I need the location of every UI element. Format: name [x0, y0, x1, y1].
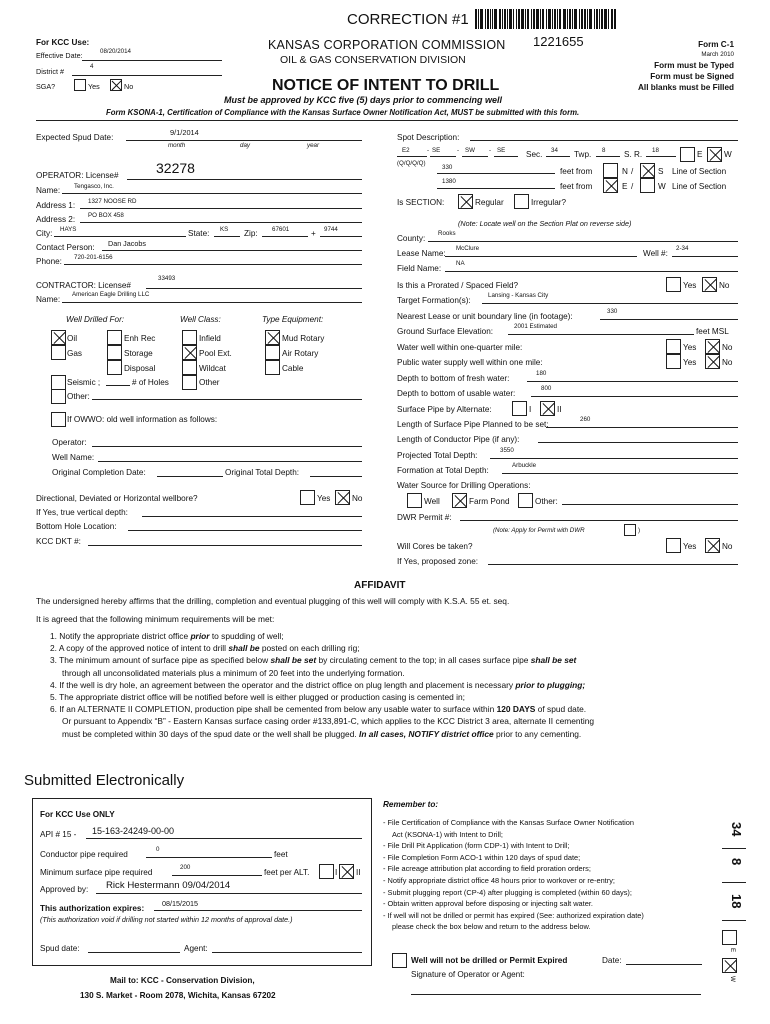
- prorated-yes-checkbox[interactable]: [666, 277, 681, 292]
- remember-item: - File Certification of Compliance with the Kansas Surface Owner Notification: [383, 818, 634, 827]
- address1-value: 1327 NOOSE RD: [88, 198, 137, 205]
- min-surface-value: 200: [180, 864, 191, 871]
- contact-value: Dan Jacobs: [108, 239, 146, 248]
- storage-checkbox[interactable]: [107, 345, 122, 360]
- remember-list: [383, 817, 644, 933]
- water-qtr-yes-label: Yes: [683, 343, 697, 352]
- dwr-checkbox[interactable]: [624, 524, 636, 536]
- state-value: KS: [220, 226, 229, 233]
- month-caption: month: [168, 142, 186, 149]
- address1-label: Address 1:: [36, 201, 76, 210]
- gas-checkbox[interactable]: [51, 345, 66, 360]
- orig-depth-label: Original Total Depth:: [225, 468, 300, 477]
- kcc-dkt-label: KCC DKT #:: [36, 537, 81, 546]
- requirement-4: 4. If the well is dry hole, an agreement between the operator and the district office on plug length and placement is necessary prior to plugging;: [50, 679, 586, 690]
- correction-title: CORRECTION #1: [347, 11, 469, 28]
- alternate-label: Surface Pipe by Alternate:: [397, 405, 492, 414]
- infield-label: Infield: [199, 334, 221, 343]
- spot-q2: SE: [432, 147, 441, 154]
- water-other-checkbox[interactable]: [518, 493, 533, 508]
- target-formation-value: Lansing - Kansas City: [488, 292, 549, 299]
- contractor-license-value: 33493: [158, 275, 176, 282]
- feet-from-2: feet from: [560, 182, 593, 191]
- page-title: NOTICE OF INTENT TO DRILL: [272, 77, 500, 94]
- affidavit-agreed: It is agreed that the following minimum requirements will be met:: [36, 614, 275, 624]
- mud-rotary-checkbox[interactable]: [265, 330, 280, 345]
- contractor-name-value: American Eagle Drilling LLC: [72, 291, 150, 298]
- mud-rotary-label: Mud Rotary: [282, 334, 325, 343]
- ksona-note: Form KSONA-1, Certification of Compliance with the Kansas Surface Owner Notification Act, MUST be submitted with this form.: [106, 108, 580, 117]
- requirement-3-cont: through all unconsolidated materials plus a minimum of 20 feet into the underlying formation.: [62, 667, 405, 678]
- owwo-checkbox[interactable]: [51, 412, 66, 427]
- nearest-boundary-label: Nearest Lease or unit boundary line (in footage):: [397, 312, 573, 321]
- city-label: City:: [36, 229, 53, 238]
- not-drilled-date-label: Date:: [602, 956, 622, 965]
- elevation-value: 2001 Estimated: [514, 323, 557, 330]
- for-kcc-use-label: For KCC Use:: [36, 38, 90, 47]
- sga-yes-checkbox[interactable]: [74, 79, 86, 91]
- water-qtr-no-label: No: [722, 343, 733, 352]
- side-e-checkbox[interactable]: [722, 930, 737, 945]
- prorated-no-checkbox[interactable]: [702, 277, 717, 292]
- air-rotary-checkbox[interactable]: [265, 345, 280, 360]
- prorated-label: Is this a Prorated / Spaced Field?: [397, 281, 519, 290]
- state-label: State:: [188, 229, 210, 238]
- approval-note: Must be approved by KCC five (5) days prior to commencing well: [224, 95, 503, 105]
- range-e-label: E: [697, 150, 703, 159]
- cable-label: Cable: [282, 364, 304, 373]
- kcc-alt-ii-checkbox[interactable]: [339, 864, 354, 879]
- sga-label: SGA?: [36, 82, 56, 91]
- prorated-yes-label: Yes: [683, 281, 697, 290]
- city-value: HAYS: [60, 226, 77, 233]
- range-w-checkbox[interactable]: [707, 147, 722, 162]
- expires-value: 08/15/2015: [162, 899, 198, 908]
- barcode: [475, 9, 655, 29]
- approved-by-label: Approved by:: [40, 885, 89, 894]
- requirement-2: 2. A copy of the approved notice of intent to drill shall be posted on each drilling rig;: [50, 643, 360, 654]
- prorated-no-label: No: [719, 281, 730, 290]
- side-township: 8: [729, 858, 744, 866]
- county-value: Rooks: [438, 230, 456, 237]
- cores-yes-checkbox[interactable]: [666, 538, 681, 553]
- owwo-label: If OWWO: old well information as follows:: [67, 415, 218, 424]
- range-e-checkbox[interactable]: [680, 147, 695, 162]
- mail-to-line1: Mail to: KCC - Conservation Division,: [110, 976, 255, 985]
- side-e-label: E: [729, 948, 736, 953]
- well-number-label: Well #:: [643, 249, 668, 258]
- not-drilled-label: Well will not be drilled or Permit Expired: [411, 956, 568, 965]
- well-class-heading: Well Class:: [180, 315, 221, 324]
- public-yes-label: Yes: [683, 358, 697, 367]
- kcc-alt-i-checkbox[interactable]: [319, 864, 334, 879]
- api-value: 15-163-24249-00-00: [92, 826, 175, 836]
- drilled-for-heading: Well Drilled For:: [66, 315, 125, 324]
- water-source-label: Water Source for Drilling Operations:: [397, 481, 531, 490]
- w-label: W: [658, 182, 666, 191]
- line-of-section-2: Line of Section: [672, 182, 727, 191]
- range-value: 18: [652, 147, 659, 154]
- water-well-checkbox[interactable]: [407, 493, 422, 508]
- elevation-label: Ground Surface Elevation:: [397, 327, 494, 336]
- alt-ii-label: II: [557, 405, 562, 414]
- sga-no-checkbox[interactable]: [110, 79, 122, 91]
- requirement-5: 5. The appropriate district office will be notified before well is either plugged or production casing is cemented in;: [50, 692, 465, 703]
- lease-name-value: McClure: [456, 245, 480, 252]
- other-drilled-checkbox[interactable]: [51, 389, 66, 404]
- phone-label: Phone:: [36, 257, 62, 266]
- district-value: 4: [90, 63, 94, 70]
- contractor-name-label: Name:: [36, 295, 61, 304]
- formation-depth-value: Arbuckle: [512, 462, 537, 469]
- feet-from-1: feet from: [560, 167, 593, 176]
- feet1-value: 330: [442, 164, 453, 171]
- field-name-label: Field Name:: [397, 264, 442, 273]
- form-signed-note: Form must be Signed: [650, 72, 734, 81]
- phone-value: 720-201-6156: [74, 254, 113, 261]
- signature-label: Signature of Operator or Agent:: [411, 970, 525, 979]
- void-note: (This authorization void if drilling not started within 12 months of approval date.): [40, 915, 293, 924]
- public-no-label: No: [722, 358, 733, 367]
- not-drilled-checkbox[interactable]: [392, 953, 407, 968]
- spot-q4: SE: [497, 147, 506, 154]
- requirement-6: 6. If an ALTERNATE II COMPLETION, production pipe shall be cemented from below any usable water to surface within 120 DAYS of spud date.: [50, 704, 587, 715]
- district-label: District #: [36, 67, 64, 76]
- mail-to-line2: 130 S. Market - Room 2078, Wichita, Kansas 67202: [80, 991, 276, 1000]
- operator-license-label: OPERATOR: License#: [36, 171, 119, 180]
- disposal-label: Disposal: [124, 364, 156, 373]
- zip-label: Zip:: [244, 229, 258, 238]
- zip-plus-sign: +: [311, 229, 316, 238]
- dwr-note: (Note: Apply for Permit with DWR: [493, 527, 585, 534]
- gas-label: Gas: [67, 349, 83, 358]
- form-date: March 2010: [701, 51, 734, 58]
- enh-rec-checkbox[interactable]: [107, 330, 122, 345]
- form-typed-note: Form must be Typed: [654, 61, 734, 70]
- twp-label: Twp.: [574, 150, 592, 159]
- alt-i-checkbox[interactable]: [512, 401, 527, 416]
- remember-item: Act (KSONA-1) with Intent to Drill;: [392, 829, 503, 839]
- e-label: E: [622, 182, 628, 191]
- directional-no-label: No: [352, 494, 363, 503]
- sec-value: 34: [551, 147, 558, 154]
- requirement-3: 3. The minimum amount of surface pipe as specified below shall be set by circulating cement to the top; in all cases surface pipe shall be set: [50, 655, 577, 666]
- bottom-hole-label: Bottom Hole Location:: [36, 522, 117, 531]
- directional-label: Directional, Deviated or Horizontal wellbore?: [36, 494, 198, 503]
- api-label: API # 15 -: [40, 830, 77, 839]
- form-blanks-note: All blanks must be Filled: [638, 83, 734, 92]
- n-label: N: [622, 167, 628, 176]
- remember-item: - If well will not be drilled or permit has expired (See: authorized expiration date): [383, 910, 644, 920]
- submitted-electronically: Submitted Electronically: [24, 772, 185, 789]
- requirement-6-cont: Or pursuant to Appendix “B” - Eastern Kansas surface casing order #133,891-C, which applies to the KCC District 3 area, alternate II cementing: [62, 716, 595, 727]
- disposal-checkbox[interactable]: [107, 360, 122, 375]
- dwr-permit-label: DWR Permit #:: [397, 513, 452, 522]
- surface-length-value: 260: [580, 416, 591, 423]
- usable-water-label: Depth to bottom of usable water:: [397, 389, 516, 398]
- spud-date-label: Expected Spud Date:: [36, 133, 114, 142]
- twp-value: 8: [602, 147, 606, 154]
- target-formation-label: Target Formation(s):: [397, 296, 471, 305]
- contractor-license-label: CONTRACTOR: License#: [36, 281, 131, 290]
- spot-q1: E2: [402, 147, 410, 154]
- lease-name-label: Lease Name:: [397, 249, 446, 258]
- spot-hint: (Q/Q/Q/Q): [397, 160, 426, 167]
- farm-pond-checkbox[interactable]: [452, 493, 467, 508]
- side-section: 34: [729, 822, 744, 837]
- n-checkbox[interactable]: [603, 163, 618, 178]
- directional-no-checkbox[interactable]: [335, 490, 350, 505]
- storage-label: Storage: [124, 349, 153, 358]
- directional-yes-label: Yes: [317, 494, 331, 503]
- wildcat-checkbox[interactable]: [182, 360, 197, 375]
- usable-water-value: 800: [541, 385, 552, 392]
- public-water-label: Public water supply well within one mile:: [397, 358, 543, 367]
- remember-item: - File acreage attribution plat according to field proration orders;: [383, 864, 591, 874]
- enh-rec-label: Enh Rec: [124, 334, 156, 343]
- expires-label: This authorization expires:: [40, 904, 145, 913]
- cores-no-label: No: [722, 542, 733, 551]
- s-range-label: S. R.: [624, 150, 643, 159]
- seismic-checkbox[interactable]: [51, 375, 66, 390]
- owwo-well-name-label: Well Name:: [52, 453, 95, 462]
- address2-label: Address 2:: [36, 215, 76, 224]
- regular-checkbox[interactable]: [458, 194, 473, 209]
- kcc-box-title: For KCC Use ONLY: [40, 810, 115, 819]
- pool-ext-label: Pool Ext.: [199, 349, 232, 358]
- day-caption: day: [240, 142, 250, 149]
- feet-msl-label: feet MSL: [696, 327, 729, 336]
- line-of-section-1: Line of Section: [672, 167, 727, 176]
- zip-value: 67601: [272, 226, 290, 233]
- remember-item: please check the box below and return to the address below.: [392, 922, 591, 932]
- seismic-label: Seismic ;: [67, 378, 101, 387]
- kcc-alt-ii-label: II: [356, 868, 361, 877]
- proposed-zone-label: If Yes, proposed zone:: [397, 557, 479, 566]
- cores-label: Will Cores be taken?: [397, 542, 473, 551]
- fresh-water-label: Depth to bottom of fresh water:: [397, 374, 510, 383]
- side-w-checkbox[interactable]: [722, 958, 737, 973]
- contact-label: Contact Person:: [36, 243, 95, 252]
- min-surface-label: Minimum surface pipe required: [40, 868, 153, 877]
- affidavit-intro: The undersigned hereby affirms that the drilling, completion and eventual plugging of this well will comply with K.S.A. 55 et. seq.: [36, 596, 510, 606]
- equipment-heading: Type Equipment:: [262, 315, 324, 324]
- cores-no-checkbox[interactable]: [705, 538, 720, 553]
- water-quarter-label: Water well within one-quarter mile:: [397, 343, 523, 352]
- fresh-water-value: 180: [536, 370, 547, 377]
- true-vertical-label: If Yes, true vertical depth:: [36, 508, 128, 517]
- requirement-1: 1. Notify the appropriate district office prior to spudding of well;: [50, 631, 284, 641]
- sga-no-label: No: [124, 82, 134, 91]
- field-name-value: NA: [456, 260, 465, 267]
- conductor-required-label: Conductor pipe required: [40, 850, 128, 859]
- remember-title: Remember to:: [383, 800, 439, 809]
- side-w-label: W: [729, 976, 736, 982]
- remember-item: - Obtain written approval before disposing or injecting salt water.: [383, 899, 593, 909]
- spud-date-value: 9/1/2014: [170, 128, 199, 137]
- pool-ext-checkbox[interactable]: [182, 345, 197, 360]
- public-no-checkbox[interactable]: [705, 354, 720, 369]
- well-number-value: 2-34: [676, 245, 689, 252]
- year-caption: year: [307, 142, 320, 149]
- range-w-label: W: [724, 150, 732, 159]
- orig-completion-label: Original Completion Date:: [52, 468, 146, 477]
- projected-depth-value: 3550: [500, 447, 514, 454]
- remember-item: - Notify appropriate district office 48 hours prior to workover or re-entry;: [383, 875, 615, 885]
- is-section-label: Is SECTION:: [397, 198, 445, 207]
- locate-note: (Note: Locate well on the Section Plat on reverse side): [458, 219, 632, 228]
- infield-checkbox[interactable]: [182, 330, 197, 345]
- water-qtr-yes-checkbox[interactable]: [666, 339, 681, 354]
- spot-description-label: Spot Description:: [397, 133, 460, 142]
- other-class-checkbox[interactable]: [182, 375, 197, 390]
- irregular-checkbox[interactable]: [514, 194, 529, 209]
- other-class-label: Other: [199, 378, 220, 387]
- projected-depth-label: Projected Total Depth:: [397, 451, 478, 460]
- operator-license-value: 32278: [156, 160, 195, 176]
- address2-value: PO BOX 458: [88, 212, 124, 219]
- county-label: County:: [397, 234, 426, 243]
- w-checkbox[interactable]: [640, 178, 655, 193]
- nearest-boundary-value: 330: [607, 308, 618, 315]
- commission-name: KANSAS CORPORATION COMMISSION: [268, 38, 506, 52]
- operator-name-value: Tengasco, Inc.: [74, 183, 114, 190]
- alt-i-label: I: [529, 405, 532, 414]
- remember-item: - File Completion Form ACO-1 within 120 days of spud date;: [383, 852, 581, 862]
- holes-label: # of Holes: [132, 378, 169, 387]
- oil-label: Oil: [67, 334, 78, 343]
- remember-item: - File Drill Pit Application (form CDP-1) with Intent to Drill;: [383, 841, 570, 851]
- affidavit-title: AFFIDAVIT: [354, 580, 406, 591]
- remember-item: - Submit plugging report (CP-4) after plugging is completed (within 60 days);: [383, 887, 632, 897]
- side-range: 18: [729, 894, 744, 909]
- document-number: 1221655: [533, 34, 584, 49]
- effective-date-value: 08/20/2014: [100, 48, 131, 55]
- surface-length-label: Length of Surface Pipe Planned to be set:: [397, 420, 549, 429]
- public-yes-checkbox[interactable]: [666, 354, 681, 369]
- feet-per-alt-label: feet per ALT.: [264, 868, 310, 877]
- cores-yes-label: Yes: [683, 542, 697, 551]
- farm-pond-label: Farm Pond: [469, 497, 510, 506]
- feet2-value: 1380: [442, 178, 456, 185]
- water-qtr-no-checkbox[interactable]: [705, 339, 720, 354]
- conductor-feet-label: feet: [274, 850, 288, 859]
- kcc-alt-i-label: I: [335, 868, 338, 877]
- spot-q3: SW: [465, 147, 475, 154]
- e-checkbox[interactable]: [603, 178, 618, 193]
- box-agent-label: Agent:: [184, 944, 208, 953]
- requirements-list: [50, 630, 594, 740]
- conductor-length-label: Length of Conductor Pipe (if any):: [397, 435, 520, 444]
- water-other-label: Other:: [535, 497, 558, 506]
- sga-yes-label: Yes: [88, 82, 100, 91]
- other-drilled-label: Other:: [67, 392, 90, 401]
- owwo-operator-label: Operator:: [52, 438, 87, 447]
- cable-checkbox[interactable]: [265, 360, 280, 375]
- operator-name-label: Name:: [36, 186, 61, 195]
- air-rotary-label: Air Rotary: [282, 349, 319, 358]
- requirement-6-cont2: must be completed within 30 days of the spud date or the well shall be plugged. In all cases, NOTIFY district office prior to any cementing.: [62, 728, 582, 739]
- approved-by-value: Rick Hestermann 09/04/2014: [106, 880, 231, 891]
- effective-date-label: Effective Date:: [36, 51, 83, 60]
- conductor-required-value: 0: [156, 846, 160, 853]
- water-well-label: Well: [424, 497, 440, 506]
- formation-depth-label: Formation at Total Depth:: [397, 466, 489, 475]
- alt-ii-checkbox[interactable]: [540, 401, 555, 416]
- oil-checkbox[interactable]: [51, 330, 66, 345]
- s-label: S: [658, 167, 664, 176]
- form-number: Form C-1: [698, 40, 734, 49]
- irregular-label: Irregular?: [531, 198, 567, 207]
- box-spud-label: Spud date:: [40, 944, 80, 953]
- wildcat-label: Wildcat: [199, 364, 226, 373]
- regular-label: Regular: [475, 198, 504, 207]
- sec-label: Sec.: [526, 150, 543, 159]
- division-name: OIL & GAS CONSERVATION DIVISION: [280, 54, 466, 66]
- zip4-value: 9744: [324, 226, 338, 233]
- directional-yes-checkbox[interactable]: [300, 490, 315, 505]
- s-checkbox[interactable]: [640, 163, 655, 178]
